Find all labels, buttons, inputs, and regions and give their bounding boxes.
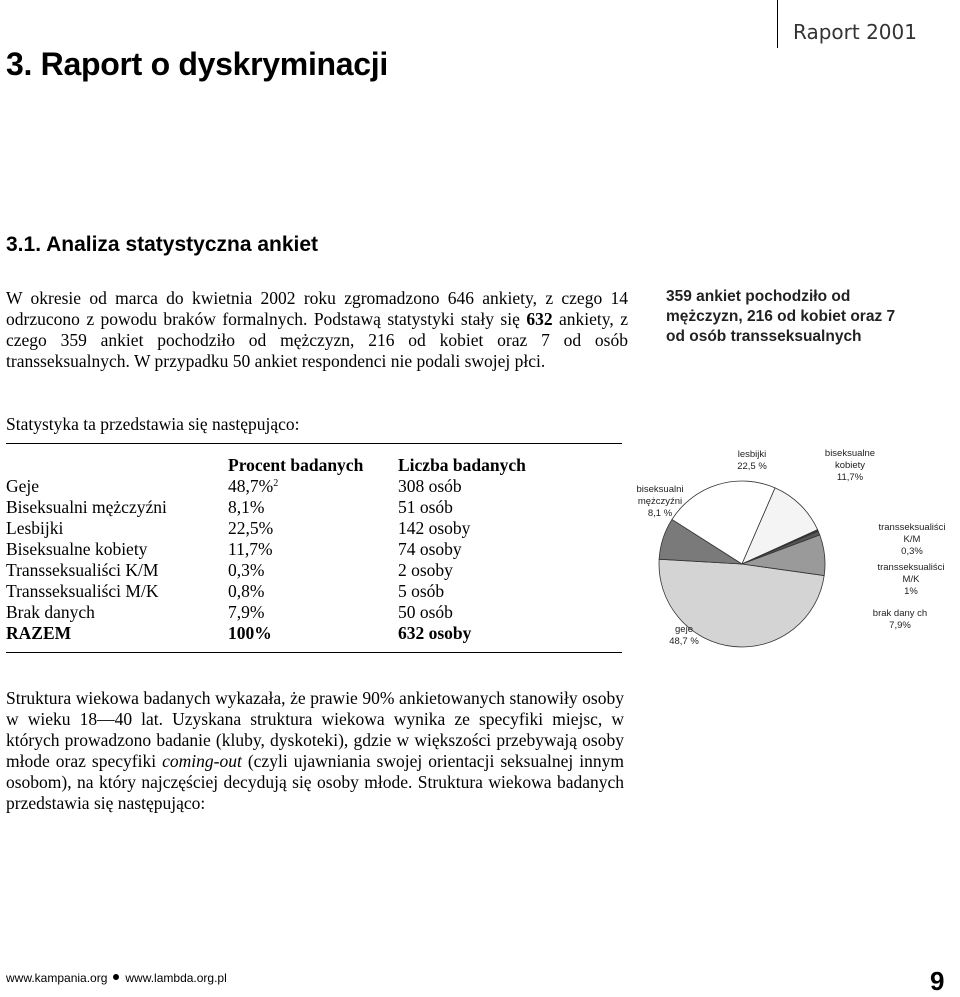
table-total-row — [6, 623, 526, 644]
intro-text-1: W okresie od marca do kwietnia 2002 roku zgromadzono 646 ankiety, z czego 14 odrzucono z powodu braków formalnych. Podstawą statystyki stały się — [6, 288, 628, 329]
footer-link-lambda[interactable]: www.lambda.org.pl — [125, 971, 227, 985]
table-header-label — [6, 455, 228, 476]
row-percent — [228, 539, 398, 560]
total-count: 632 osoby — [398, 623, 472, 643]
pie-label-line: biseksualne — [824, 448, 876, 459]
total-percent: 100% — [228, 623, 272, 643]
page-number: 9 — [930, 966, 945, 996]
row-percent — [228, 581, 398, 602]
row-percent-value: 8,1% — [228, 497, 265, 517]
row-count: 5 osób — [398, 581, 445, 601]
row-percent — [228, 560, 398, 581]
row-label: Transseksualiści K/M — [6, 560, 159, 580]
table-row — [6, 560, 526, 581]
pie-label-line: 48,7 % — [669, 636, 699, 647]
pie-label-line: 8,1 % — [647, 508, 673, 519]
chapter-title: 3. Raport o dyskryminacji — [6, 46, 388, 82]
table-row — [6, 497, 526, 518]
row-count: 142 osoby — [398, 518, 471, 538]
footer-link-kampania[interactable]: www.kampania.org — [6, 971, 108, 985]
pie-label-line: 7,9% — [889, 620, 911, 631]
row-count: 74 osoby — [398, 539, 462, 559]
table-bottom-rule — [6, 652, 622, 653]
section-title: 3.1. Analiza statystyczna ankiet — [6, 233, 319, 256]
row-count: 2 osoby — [398, 560, 453, 580]
intro-text-2: ankiety, z czego 359 ankiet pochodziło od mężczyzn, 216 od kobiet oraz 7 od osób transseksualnych. W przypadku 50 ankiet respondenci nie podali swojej płci. — [6, 309, 628, 371]
pie-label-line: brak dany ch — [872, 608, 928, 619]
row-percent-value: 0,8% — [228, 581, 265, 601]
row-count: 51 osób — [398, 497, 453, 517]
pie-chart-svg — [636, 440, 960, 660]
intro-paragraph — [6, 288, 628, 372]
pie-label-line: transseksualiści — [878, 522, 946, 533]
table-row — [6, 581, 526, 602]
row-label: Biseksualne kobiety — [6, 539, 148, 559]
row-percent — [228, 518, 398, 539]
table-header-percent: Procent badanych — [228, 455, 364, 475]
footer-links — [6, 971, 227, 985]
pie-label — [873, 608, 927, 631]
side-note: 359 ankiet pochodziło od mężczyzn, 216 od kobiet oraz 7 od osób transseksualnych — [666, 288, 896, 345]
bullet-icon — [113, 974, 119, 980]
row-label: Lesbijki — [6, 518, 64, 538]
pie-chart — [636, 440, 960, 660]
pie-label-line: lesbijki — [737, 449, 767, 460]
pie-label-line: K/M — [903, 534, 921, 545]
table-top-rule — [6, 443, 622, 444]
pie-label — [877, 562, 944, 597]
stats-intro: Statystyka ta przedstawia się następująco: — [6, 414, 300, 434]
footnote-marker: 2 — [273, 478, 279, 489]
row-percent — [228, 476, 398, 497]
report-label: Raport 2001 — [793, 20, 917, 44]
row-percent-value: 11,7% — [228, 539, 273, 559]
total-label: RAZEM — [6, 623, 72, 643]
structure-paragraph — [6, 688, 624, 814]
structure-text-1: Struktura wiekowa badanych wykazała, że prawie 90% ankietowanych stanowiły osoby w wieku 18—40 lat. Uzyskana struktura wiekowa wynika ze specyfiki miejsc, w których prowadzono badanie (kluby, dyskoteki), gdzie w większości przebywają osoby młode oraz specyfiki — [6, 688, 624, 771]
pie-label-line: geje — [675, 624, 693, 635]
pie-label-line: mężczyźni — [637, 496, 683, 507]
table-row — [6, 539, 526, 560]
table-header-count: Liczba badanych — [398, 455, 526, 475]
pie-label — [825, 448, 875, 483]
table-row — [6, 602, 526, 623]
row-count: 50 osób — [398, 602, 453, 622]
pie-label-line: 11,7% — [836, 472, 864, 483]
row-percent — [228, 602, 398, 623]
header-divider — [777, 0, 778, 48]
pie-label-line: kobiety — [834, 460, 866, 471]
row-percent-value: 7,9% — [228, 602, 265, 622]
row-label: Geje — [6, 476, 40, 496]
pie-label-line: biseksualni — [636, 484, 684, 495]
table-row — [6, 476, 526, 497]
structure-text-2: (czyli ujawniania swojej orientacji seksualnej innym osobom), na który najczęściej decydują się osoby młode. Struktura wiekowa badanych przedstawia się następująco: — [6, 751, 624, 813]
row-percent-value: 0,3% — [228, 560, 265, 580]
row-percent — [228, 497, 398, 518]
row-label: Biseksualni mężczyźni — [6, 497, 167, 517]
pie-label-line: 1% — [904, 586, 918, 597]
pie-label — [878, 522, 945, 557]
row-label: Transseksualiści M/K — [6, 581, 159, 601]
pie-label-line: 22,5 % — [737, 461, 767, 472]
table-header-row — [6, 455, 526, 476]
stats-table — [6, 455, 526, 644]
pie-label-line: M/K — [902, 574, 920, 585]
pie-label-line: 0,3% — [901, 546, 923, 557]
row-count: 308 osób — [398, 476, 462, 496]
table-row — [6, 518, 526, 539]
intro-bold-number: 632 — [526, 309, 553, 329]
pie-label — [737, 449, 767, 472]
row-label: Brak danych — [6, 602, 95, 622]
pie-label-line: transseksualiści — [877, 562, 945, 573]
row-percent-value: 22,5% — [228, 518, 274, 538]
structure-italic: coming-out — [162, 751, 242, 771]
row-percent-value: 48,7% — [228, 476, 274, 496]
